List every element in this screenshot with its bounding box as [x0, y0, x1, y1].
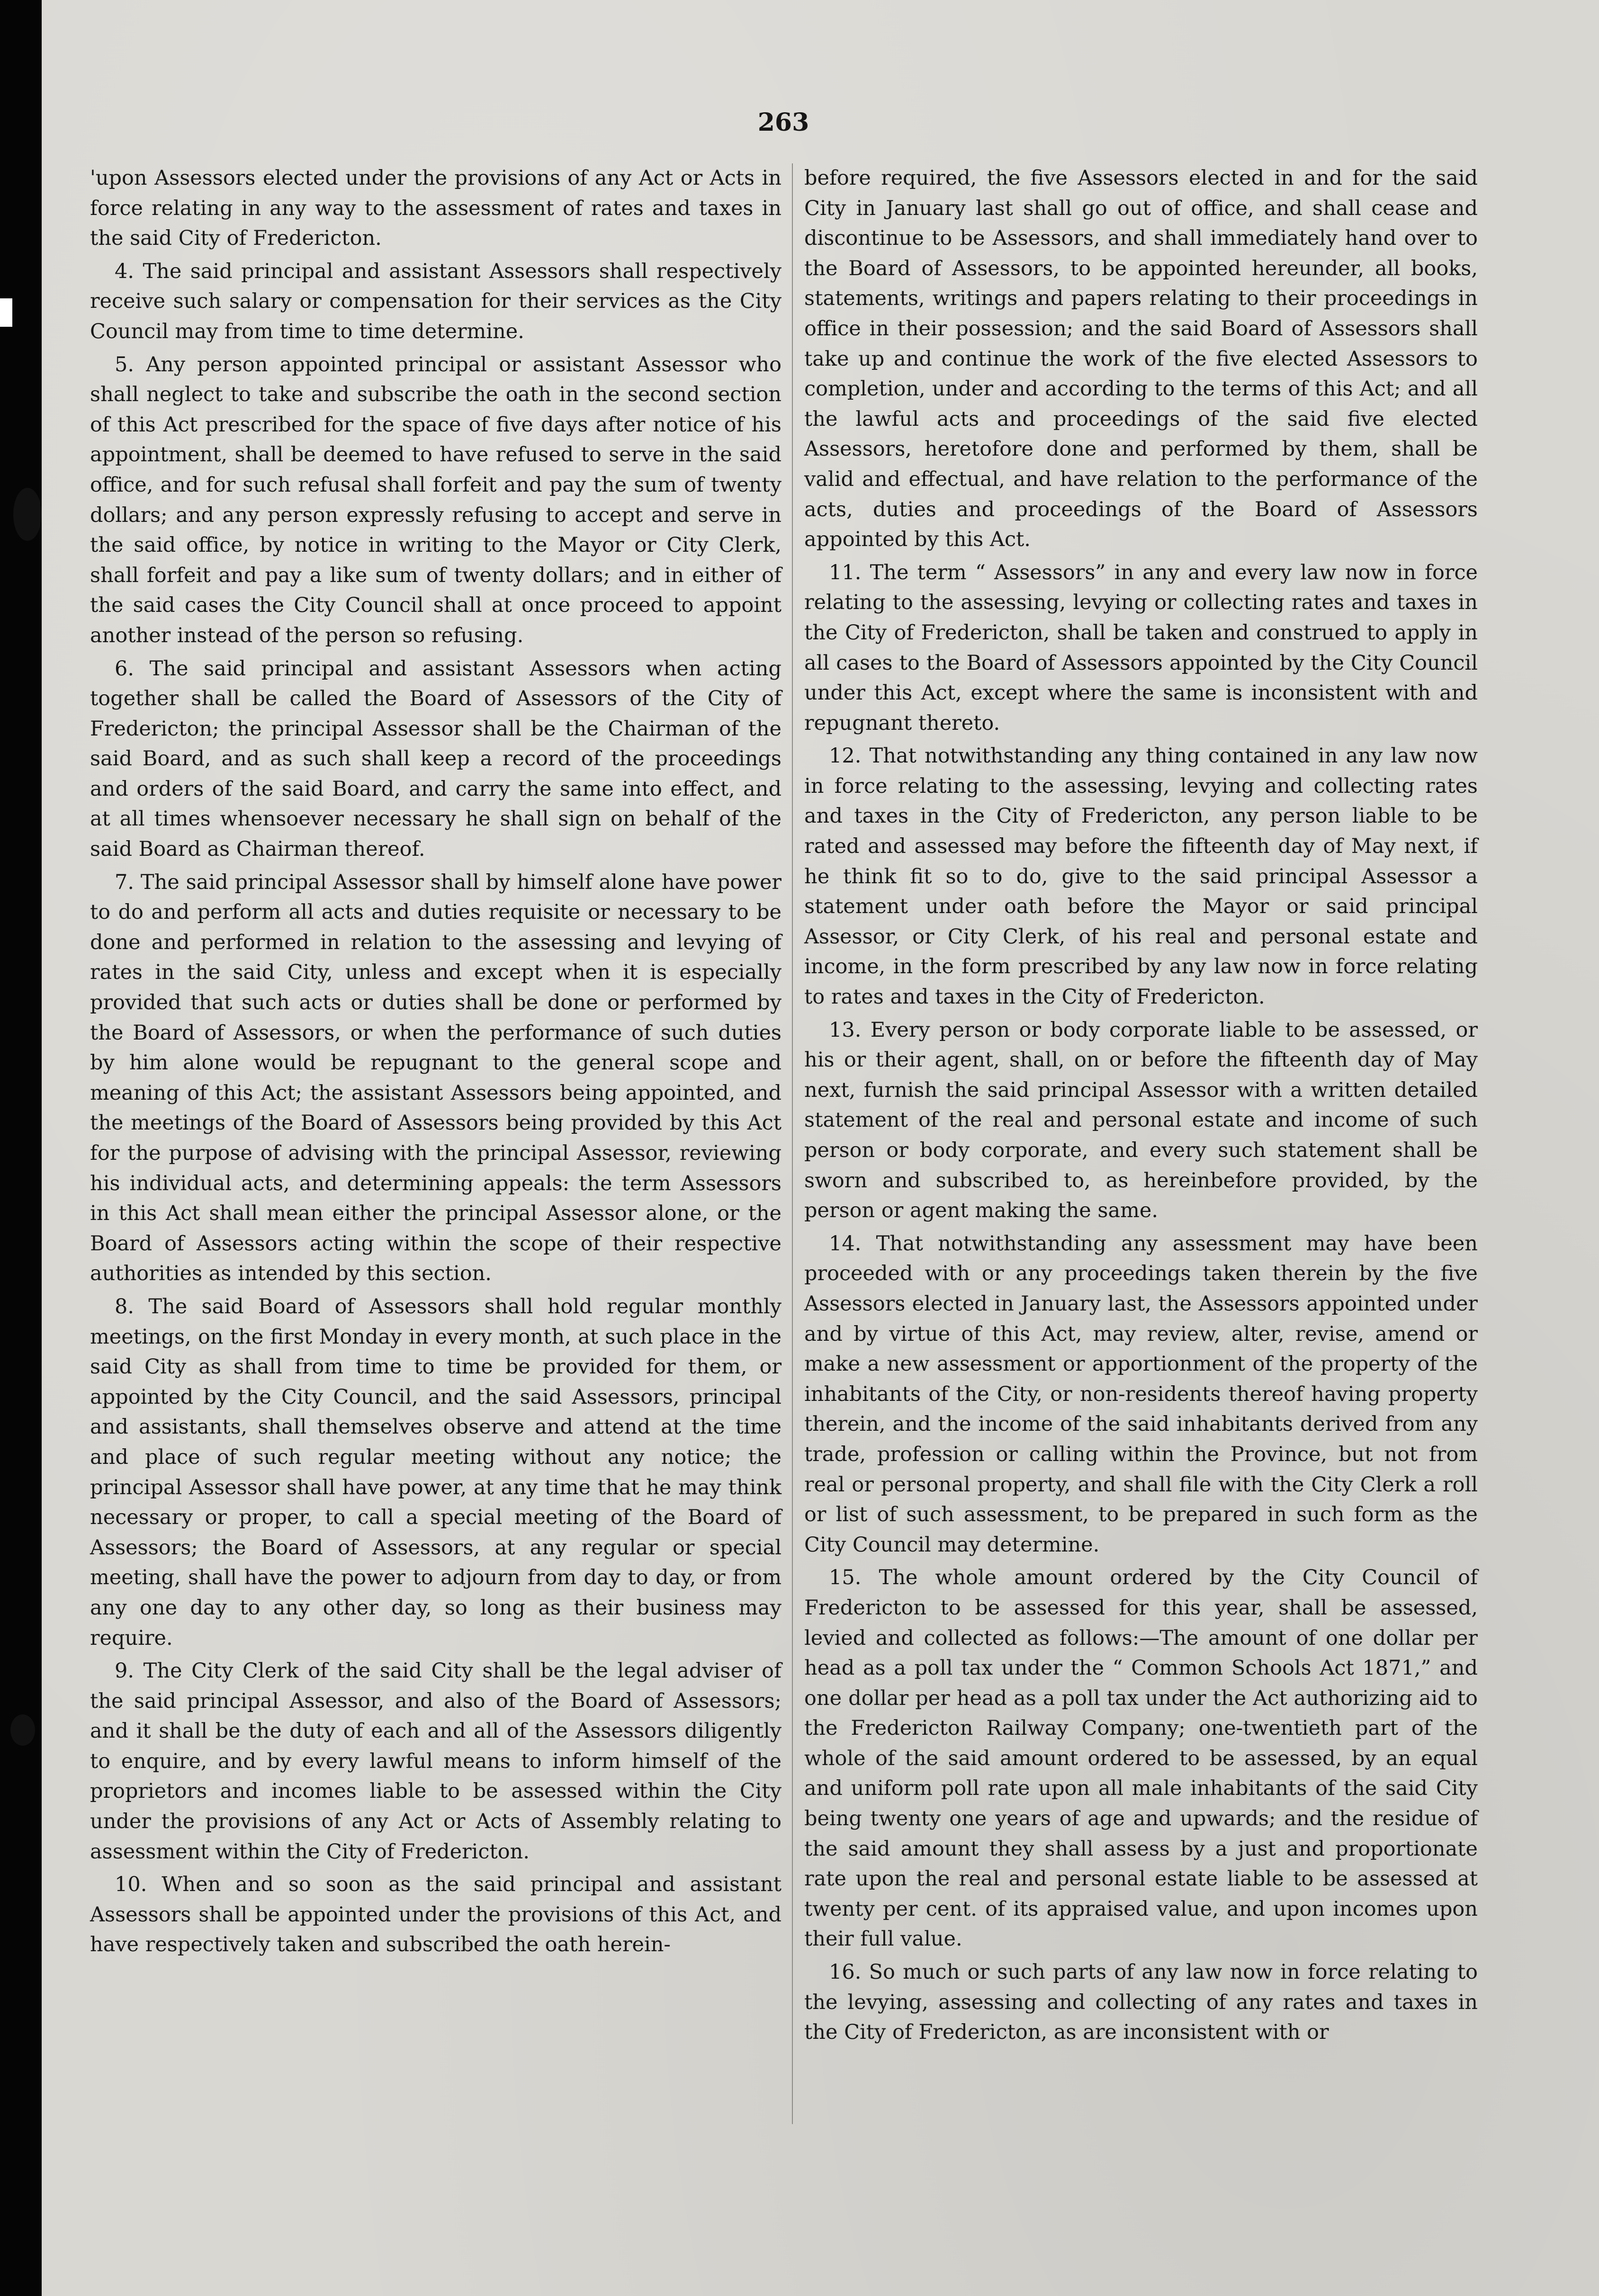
paragraph: 12. That notwithstanding any thing contained in any law now in force relating to the assessing, levying and collecting rates and taxes in the City of Fredericton, any person liable to be rated and assessed may before the fifteenth day of May next, if he think fit so to do, give to the said principal Assessor a statement under oath before the Mayor or said principal Assessor, or City Clerk, of his real and personal estate and income, in the form prescribed by any law now in force relating to rates and taxes in the City of Fredericton.: [804, 744, 1478, 1009]
paragraph: 8. The said Board of Assessors shall hold regular monthly meetings, on the first Monday in every month, at such place in the said City as shall from time to time be provided for them, or appointed by the City Council, and the said Assessors, principal and assistants, shall themselves observe and attend at the time and place of such regular meeting without any notice; the principal Assessor shall have power, at any time that he may think necessary or proper, to call a special meeting of the Board of Assessors; the Board of Assessors, at any regular or special meeting, shall have the power to adjourn from day to day, or from any one day to any other day, so long as their business may require.: [90, 1294, 782, 1650]
paragraph: 'upon Assessors elected under the provisions of any Act or Acts in force relating in any way to the assessment of rates and taxes in the said City of Fredericton.: [90, 166, 782, 251]
paragraph: 14. That notwithstanding any assessment may have been proceeded with or any proceedings taken therein by the five Assessors elected in January last, the Assessors appointed under and by virtue of this Act, may review, alter, revise, amend or make a new assessment or apportionment of the property of the inhabitants of the City, or non-residents thereof having property therein, and the income of the said inhabitants derived from any trade, profession or calling within the Province, but not from real or personal property, and shall file with the City Clerk a roll or list of such assessment, to be prepared in such form as the City Council may determine.: [804, 1231, 1478, 1557]
paragraph: 7. The said principal Assessor shall by himself alone have power to do and perform all acts and duties requisite or necessary to be done and performed in relation to the assessing and levying of rates in the said City, unless and except when it is especially provided that such acts or duties shall be done or performed by the Board of Assessors, or when the performance of such duties by him alone would be repugnant to the general scope and meaning of this Act; the assistant Assessors being appointed, and the meetings of the Board of Assessors being provided by this Act for the purpose of advising with the principal Assessor, reviewing his individual acts, and determining appeals: the term Assessors in this Act shall mean either the principal Assessor alone, or the Board of Assessors acting within the scope of their respective authorities as intended by this section.: [90, 870, 782, 1286]
paragraph: 16. So much or such parts of any law now in force relating to the levying, assessing and collecting of any rates and taxes in the City of Fredericton, as are inconsistent with or: [804, 1960, 1478, 2045]
right-column: [804, 163, 1478, 2051]
paragraph: 5. Any person appointed principal or assistant Assessor who shall neglect to take and subscribe the oath in the second section of this Act prescribed for the space of five days after notice of his appointment, shall be deemed to have refused to serve in the said office, and for such refusal shall forfeit and pay the sum of twenty dollars; and any person expressly refusing to accept and serve in the said office, by notice in writing to the Mayor or City Clerk, shall forfeit and pay a like sum of twenty dollars; and in either of the said cases the City Council shall at once proceed to appoint another instead of the person so refusing.: [90, 352, 782, 647]
paragraph: 9. The City Clerk of the said City shall be the legal adviser of the said principal Assessor, and also of the Board of Assessors; and it shall be the duty of each and all of the Assessors diligently to enquire, and by every lawful means to inform himself of the proprietors and incomes liable to be assessed within the City under the provisions of any Act or Acts of Assembly relating to assessment within the City of Fredericton.: [90, 1659, 782, 1864]
left-column: [90, 163, 782, 1963]
paragraph: 6. The said principal and assistant Assessors when acting together shall be called the Board of Assessors of the City of Fredericton; the principal Assessor shall be the Chairman of the said Board, and as such shall keep a record of the proceedings and orders of the said Board, and carry the same into effect, and at all times whensoever necessary he shall sign on behalf of the said Board as Chairman thereof.: [90, 656, 782, 861]
paragraph: 10. When and so soon as the said principal and assistant Assessors shall be appointed under the provisions of this Act, and have respectively taken and subscribed the oath herein-: [90, 1873, 782, 1957]
paragraph: 15. The whole amount ordered by the City Council of Fredericton to be assessed for this year, shall be assessed, levied and collected as follows:—The amount of one dollar per head as a poll tax under the “ Common Schools Act 1871,” and one dollar per head as a poll tax under the Act authorizing aid to the Fredericton Railway Company; one-twentieth part of the whole of the said amount ordered to be assessed, by an equal and uniform poll rate upon all male inhabitants of the said City being twenty one years of age and upwards; and the residue of the said amount they shall assess by a just and proportionate rate upon the real and personal estate liable to be assessed at twenty per cent. of its appraised value, and upon incomes upon their full value.: [804, 1566, 1478, 1951]
binding-hole: [10, 1714, 35, 1746]
scan-edge-mark: [0, 298, 12, 327]
paragraph: 11. The term “ Assessors” in any and every law now in force relating to the assessing, levying or collecting rates and taxes in the City of Fredericton, shall be taken and construed to apply in all cases to the Board of Assessors appointed by the City Council under this Act, except where the same is inconsistent with and repugnant thereto.: [804, 560, 1478, 735]
page-number: 263: [757, 108, 809, 137]
paragraph: before required, the five Assessors elected in and for the said City in January last shall go out of office, and shall cease and discontinue to be Assessors, and shall immediately hand over to the Board of Assessors, to be appointed hereunder, all books, statements, writings and papers relating to their proceedings in office in their possession; and the said Board of Assessors shall take up and continue the work of the five elected Assessors to completion, under and according to the terms of this Act; and all the lawful acts and proceedings of the said five elected Assessors, heretofore done and performed by them, shall be valid and effectual, and have relation to the performance of the acts, duties and proceedings of the Board of Assessors appointed by this Act.: [804, 166, 1478, 552]
column-divider: [792, 163, 793, 2124]
binding-hole: [13, 488, 42, 541]
paragraph: 13. Every person or body corporate liable to be assessed, or his or their agent, shall, on or before the fifteenth day of May next, furnish the said principal Assessor with a written detailed statement of the real and personal estate and income of such person or body corporate, and every such statement shall be sworn and subscribed to, as hereinbefore provided, by the person or agent making the same.: [804, 1018, 1478, 1223]
paragraph: 4. The said principal and assistant Assessors shall respectively receive such salary or compensation for their services as the City Council may from time to time determine.: [90, 259, 782, 343]
